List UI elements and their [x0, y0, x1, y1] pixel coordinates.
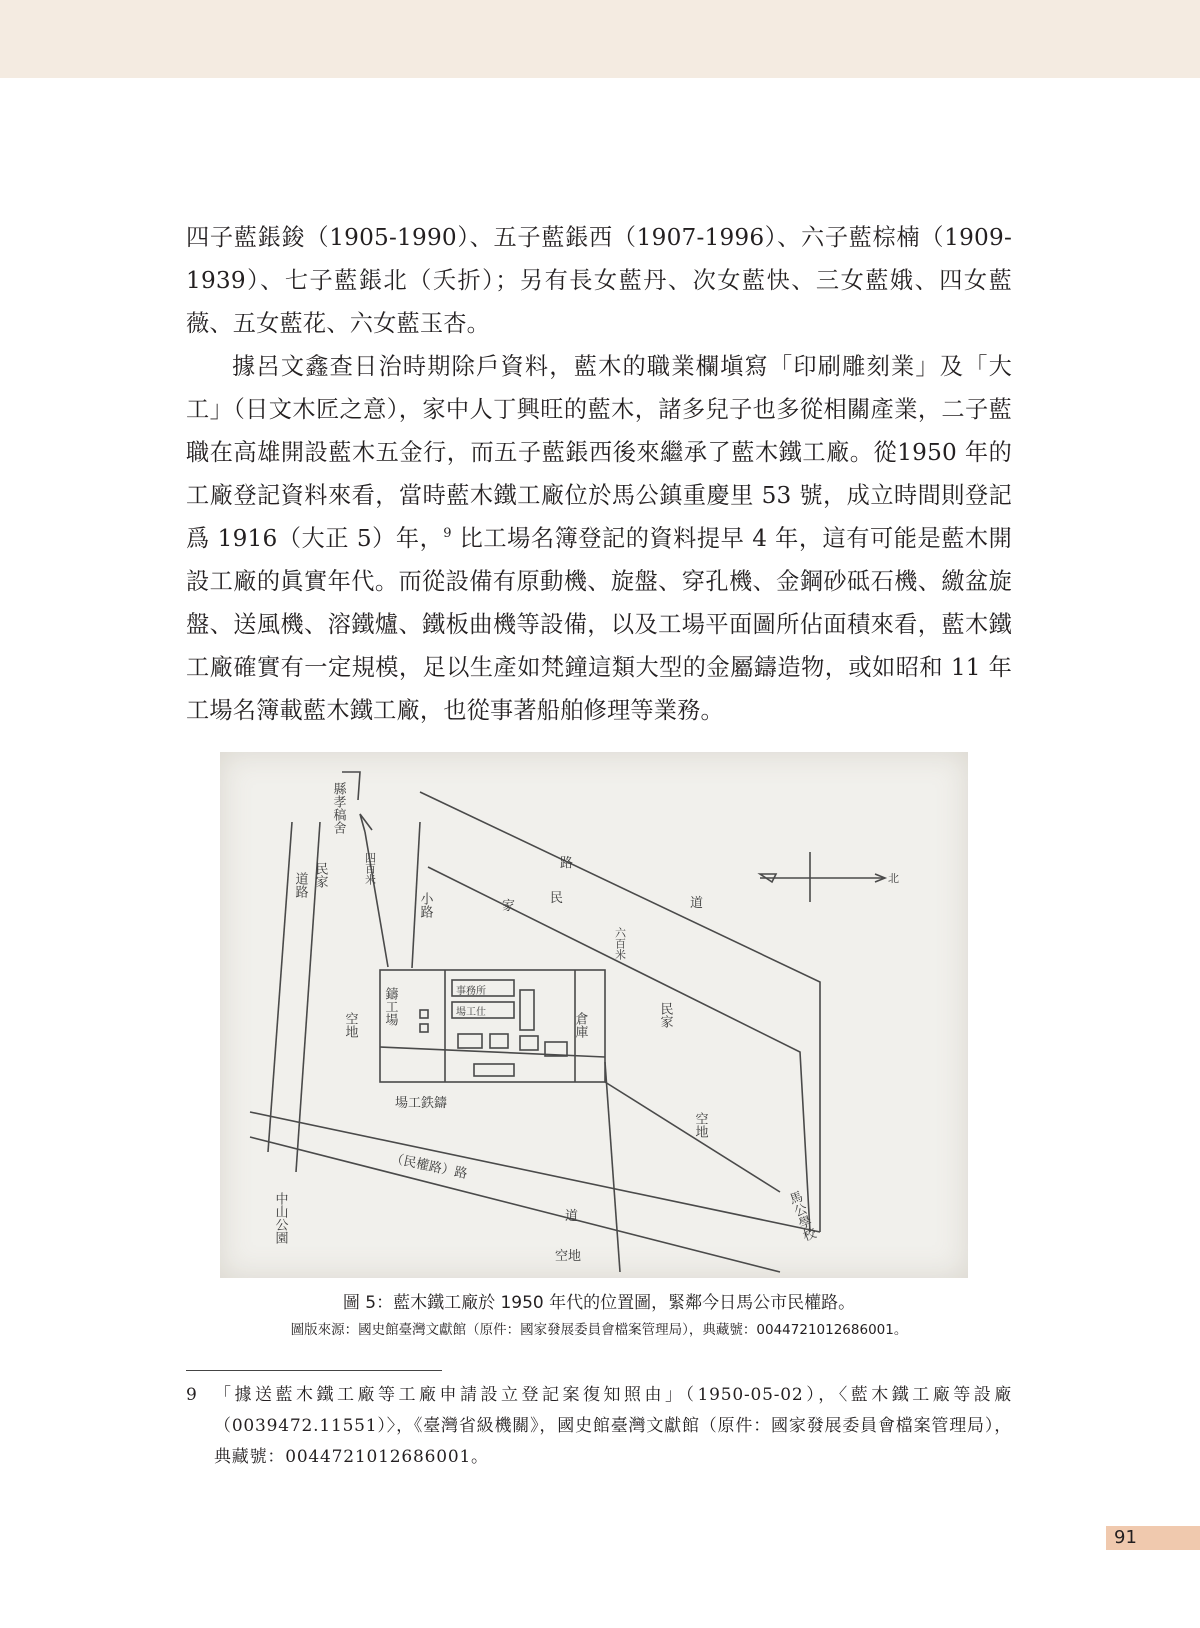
map-label-warehouse: 倉庫	[572, 1012, 588, 1038]
body-text	[186, 216, 1012, 732]
map-label-north: 北	[888, 872, 899, 885]
map-label-house-3: 民	[550, 891, 564, 906]
map-label-zhongshan-park: 中山公園	[272, 1192, 288, 1244]
map-label-road-3: 路	[560, 856, 574, 871]
map-label-empty-right: 空地	[692, 1112, 708, 1138]
map-label-small-road: 小路	[417, 892, 433, 918]
footnote-9	[186, 1380, 1012, 1473]
map-label-house-1: 民家	[312, 862, 328, 888]
figure-source: 圖版來源：國史館臺灣文獻館（原件：國家發展委員會檔案管理局），典藏號：0044721012686001。	[290, 1322, 908, 1338]
footnote-divider	[186, 1370, 442, 1371]
paragraph-2-text-cont: 比工場名簿登記的資料提早 4 年，這有可能是藍木開設工廠的眞實年代。而從設備有原動機、旋盤、穿孔機、金鋼砂砥石機、繳盆旋盤、送風機、溶鐵爐、鐵板曲機等設備，以及工場平面圖所佔面積來看，藍木鐵工廠確實有一定規模，足以生產如梵鐘這類大型的金屬鑄造物，或如昭和 11 年工場名簿載藍木鐵工廠，也從事著船舶修理等業務。	[186, 525, 1012, 724]
page-number: 91	[1114, 1527, 1137, 1548]
figure-caption: 圖 5：藍木鐵工廠於 1950 年代的位置圖，緊鄰今日馬公市民權路。	[342, 1293, 856, 1313]
map-label-distance: 四百米	[363, 852, 377, 885]
map-label-minquan-road: （民權路）路	[389, 1151, 469, 1183]
map-label-empty-left: 空地	[342, 1012, 358, 1038]
hand-drawn-map	[220, 752, 968, 1278]
paragraph-2-text: 據呂文鑫查日治時期除戶資料，藍木的職業欄塡寫「印刷雕刻業」及「大工」（日文木匠之意），家中人丁興旺的藍木，諸多兒子也多從相關產業，二子藍職在高雄開設藍木五金行，而五子藍鋹西後來繼承了藍木鐵工廠。從1950 年的工廠登記資料來看，當時藍木鐵工廠位於馬公鎮重慶里 53 號，成立時間則登記爲 1916（大正 5）年，	[186, 353, 1012, 552]
header-band	[0, 0, 1200, 78]
map-label-top-road: 縣孝稿舍	[330, 782, 346, 834]
map-label-street: 道	[565, 1209, 579, 1224]
figure-map	[220, 752, 968, 1278]
footnote-number: 9	[186, 1385, 197, 1405]
footnote-ref[interactable]: 9	[443, 526, 452, 541]
map-label-house-4: 民家	[657, 1002, 673, 1028]
map-label-workshop: 場工仕	[456, 1007, 486, 1018]
map-label-office: 事務所	[456, 986, 486, 997]
paragraph-2	[186, 345, 1012, 732]
map-label-distance-2: 六百米	[613, 927, 627, 960]
map-label-empty-bottom: 空地	[555, 1249, 582, 1264]
map-label-casting: 場工鉄鑄	[395, 1096, 448, 1111]
map-label-foundry: 鑄工場	[382, 987, 398, 1026]
map-label-magong: 馬公學校	[784, 1189, 817, 1244]
map-label-left-road: 道路	[292, 872, 308, 898]
paragraph-1: 四子藍鋹鋑（1905-1990）、五子藍鋹西（1907-1996）、六子藍棕楠（1909-1939）、七子藍鋹北（夭折）；另有長女藍丹、次女藍快、三女藍娥、四女藍薇、五女藍花、六女藍玉杏。	[186, 224, 1012, 337]
footnote-text: 「據送藍木鐵工廠等工廠申請設立登記案復知照由」（1950-05-02），〈藍木鐵工廠等設廠（0039472.11551）〉，《臺灣省級機關》，國史館臺灣文獻館（原件：國家發展委員會檔案管理局），典藏號：0044721012686001。	[214, 1385, 1012, 1467]
map-label-house-2: 家	[502, 899, 516, 914]
map-label-road-2: 道	[690, 896, 704, 911]
